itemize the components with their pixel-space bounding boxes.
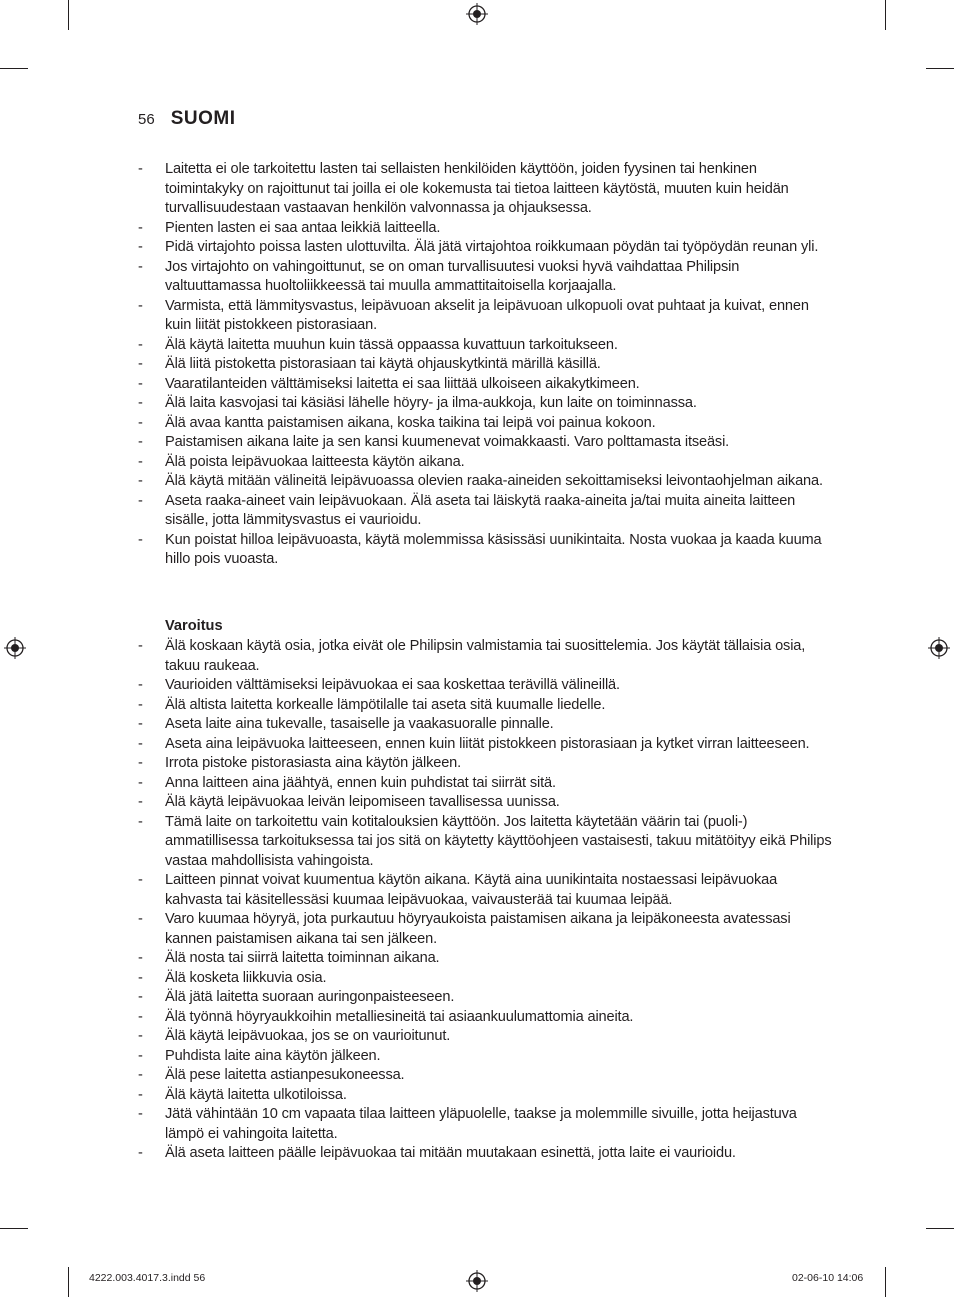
- list-item-text: Puhdista laite aina käytön jälkeen.: [165, 1047, 381, 1064]
- list-item: [138, 910, 838, 949]
- bullet-dash: -: [138, 219, 143, 236]
- list-item: [138, 238, 838, 258]
- list-item: [138, 297, 838, 336]
- bullet-dash: -: [138, 531, 143, 548]
- footer-file-info: 4222.003.4017.3.indd 56: [89, 1272, 206, 1284]
- list-item-text: Pidä virtajohto poissa lasten ulottuvilta. Älä jätä virtajohtoa roikkumaan pöydän tai työpöydän reunan yli.: [165, 239, 819, 255]
- list-item: [138, 1047, 838, 1067]
- bullet-dash: -: [138, 1106, 143, 1122]
- list-item: [138, 1144, 838, 1164]
- bullet-dash: -: [138, 473, 143, 489]
- bullet-dash: -: [138, 414, 143, 431]
- warning-heading: Varoitus: [165, 618, 223, 634]
- crop-mark: [885, 1267, 886, 1297]
- list-item-text: Varo kuumaa höyryä, jota purkautuu höyryaukoista paistamisen aikana ja leipäkoneesta avatessasi kannen paistamisen aikana tai sen jälkeen.: [165, 911, 791, 947]
- list-item-text: Älä käytä mitään välineitä leipävuoassa olevien raaka-aineiden sekoittamiseksi leivontaohjelman aikana.: [165, 473, 823, 489]
- bullet-dash: -: [138, 911, 143, 927]
- bullet-dash: -: [138, 1086, 143, 1103]
- list-item-text: Irrota pistoke pistorasiasta aina käytön jälkeen.: [165, 755, 462, 771]
- list-item-text: Aseta aina leipävuoka laitteeseen, ennen kuin liität pistokkeen pistorasiaan ja kytket virran laitteeseen.: [165, 735, 810, 752]
- bullet-dash: -: [138, 696, 143, 713]
- bullet-dash: -: [138, 258, 143, 275]
- bullet-dash: -: [138, 336, 143, 353]
- bullet-dash: -: [138, 677, 143, 693]
- list-item-text: Älä käytä leipävuokaa leivän leipomiseen tavallisessa uunissa.: [165, 794, 560, 810]
- list-item-text: Aseta raaka-aineet vain leipävuokaan. Älä aseta tai läiskytä raaka-aineita ja/tai muita aineita laitteen sisälle, jotta lämmitysvastus ei vaurioidu.: [165, 492, 796, 528]
- list-item: [138, 1066, 838, 1086]
- list-item: [138, 1027, 838, 1047]
- list-item-text: Vaurioiden välttämiseksi leipävuokaa ei saa koskettaa terävillä välineillä.: [165, 677, 620, 693]
- list-item-text: Älä liitä pistoketta pistorasiaan tai käytä ohjauskytkintä märillä käsillä.: [165, 356, 601, 372]
- registration-mark-icon: [4, 637, 26, 659]
- list-item-text: Laitetta ei ole tarkoitettu lasten tai sellaisten henkilöiden käyttöön, joiden fyysinen tai henkinen toimintakyky on rajoittunut tai joilla ei ole kokemusta tai tietoa laitteen käytöstä, muuten kuin heidän turvallisuudestaan vastaavan henkilön valvonnassa ja ohjauksessa.: [165, 161, 789, 216]
- list-item-text: Älä työnnä höyryaukkoihin metalliesineitä tai asiaankuulumattomia aineita.: [165, 1008, 634, 1025]
- list-item-text: Varmista, että lämmitysvastus, leipävuoan akselit ja leipävuoan ulkopuoli ovat puhtaat ja kuivat, ennen kuin liität pistokkeen pistorasiaan.: [165, 297, 809, 333]
- language-title: SUOMI: [170, 108, 236, 129]
- list-item-text: Kun poistat hilloa leipävuoasta, käytä molemmissa käsissäsi uunikintaita. Nosta vuokaa ja kaada kuuma hillo pois vuoasta.: [165, 531, 822, 567]
- bullet-dash: -: [138, 395, 143, 411]
- bullet-dash: -: [138, 297, 143, 314]
- list-item-text: Älä aseta laitteen päälle leipävuokaa tai mitään muutakaan esinettä, jotta laite ei vaurioidu.: [165, 1145, 736, 1161]
- list-item-text: Älä altista laitetta korkealle lämpötilalle tai aseta sitä kuumalle liedelle.: [165, 696, 606, 713]
- crop-mark: [926, 1228, 954, 1229]
- bullet-dash: -: [138, 755, 143, 771]
- crop-mark: [0, 1228, 28, 1229]
- list-item: [138, 472, 838, 492]
- bullet-dash: -: [138, 239, 143, 255]
- list-item: [138, 774, 838, 794]
- list-item-text: Anna laitteen aina jäähtyä, ennen kuin puhdistat tai siirrät sitä.: [165, 774, 556, 791]
- list-item: [138, 531, 838, 570]
- bullet-dash: -: [138, 492, 143, 509]
- list-item: [138, 258, 838, 297]
- list-item: [138, 871, 838, 910]
- crop-mark: [0, 68, 28, 69]
- list-item-text: Vaaratilanteiden välttämiseksi laitetta ei saa liittää ulkoiseen aikakytkimeen.: [165, 375, 640, 392]
- list-item-text: Älä pese laitetta astianpesukoneessa.: [165, 1067, 405, 1083]
- list-item-text: Jätä vähintään 10 cm vapaata tilaa laitteen yläpuolelle, taakse ja molemmille sivuille, jotta heijastuva lämpö ei vahingoita laitetta.: [165, 1106, 797, 1142]
- warning-list: [138, 637, 838, 1164]
- bullet-dash: -: [138, 969, 143, 986]
- list-item-text: Älä kosketa liikkuvia osia.: [165, 969, 327, 986]
- bullet-dash: -: [138, 813, 143, 830]
- list-item: [138, 637, 838, 676]
- registration-mark-icon: [928, 637, 950, 659]
- list-item: [138, 160, 838, 219]
- bullet-dash: -: [138, 989, 143, 1005]
- list-item: [138, 735, 838, 755]
- list-item: [138, 1086, 838, 1106]
- bullet-dash: -: [138, 1047, 143, 1064]
- crop-mark: [885, 0, 886, 30]
- bullet-dash: -: [138, 1028, 143, 1044]
- list-item-text: Älä koskaan käytä osia, jotka eivät ole Philipsin valmistamia tai suosittelemia. Jos käytät tällaisia osia, takuu raukeaa.: [165, 638, 806, 674]
- list-item-text: Älä poista leipävuokaa laitteesta käytön aikana.: [165, 453, 465, 470]
- bullet-dash: -: [138, 872, 143, 888]
- list-item: [138, 988, 838, 1008]
- list-item: [138, 715, 838, 735]
- list-item-text: Älä käytä laitetta ulkotiloissa.: [165, 1086, 347, 1103]
- safety-list: [138, 160, 838, 570]
- bullet-dash: -: [138, 1145, 143, 1161]
- list-item: [138, 813, 838, 872]
- bullet-dash: -: [138, 774, 143, 791]
- crop-mark: [68, 0, 69, 30]
- list-item-text: Paistamisen aikana laite ja sen kansi kuumenevat voimakkaasti. Varo polttamasta itseäsi.: [165, 434, 730, 450]
- bullet-dash: -: [138, 716, 143, 732]
- list-item-text: Laitteen pinnat voivat kuumentua käytön aikana. Käytä aina uunikintaita nostaessasi leipävuokaa kahvasta tai käsitellessäsi kuumaa leipävuokaa, vaivausterää tai kuumaa leipää.: [165, 872, 778, 908]
- bullet-dash: -: [138, 735, 143, 752]
- list-item-text: Älä avaa kantta paistamisen aikana, koska taikina tai leipä voi painua kokoon.: [165, 414, 656, 431]
- list-item: [138, 219, 838, 239]
- list-item: [138, 433, 838, 453]
- list-item-text: Aseta laite aina tukevalle, tasaiselle ja vaakasuoralle pinnalle.: [165, 716, 554, 732]
- bullet-dash: -: [138, 1008, 143, 1025]
- bullet-dash: -: [138, 161, 143, 177]
- bullet-dash: -: [138, 375, 143, 392]
- list-item-text: Älä käytä leipävuokaa, jos se on vaurioitunut.: [165, 1028, 451, 1044]
- list-item-text: Jos virtajohto on vahingoittunut, se on oman turvallisuutesi vuoksi hyvä vaihdattaa Philipsin valtuuttamassa huoltoliikkeessä tai muulla ammattitaitoisella korjaajalla.: [165, 258, 740, 294]
- bullet-dash: -: [138, 453, 143, 470]
- bullet-dash: -: [138, 794, 143, 810]
- list-item: [138, 969, 838, 989]
- list-item-text: Älä nosta tai siirrä laitetta toiminnan aikana.: [165, 950, 440, 966]
- bullet-dash: -: [138, 950, 143, 966]
- list-item-text: Älä jätä laitetta suoraan auringonpaisteeseen.: [165, 989, 455, 1005]
- crop-mark: [68, 1267, 69, 1297]
- list-item: [138, 1105, 838, 1144]
- list-item: [138, 414, 838, 434]
- list-item: [138, 375, 838, 395]
- list-item: [138, 1008, 838, 1028]
- bullet-dash: -: [138, 638, 143, 654]
- bullet-dash: -: [138, 356, 143, 372]
- list-item: [138, 394, 838, 414]
- list-item-text: Pienten lasten ei saa antaa leikkiä laitteella.: [165, 219, 441, 236]
- list-item: [138, 949, 838, 969]
- bullet-dash: -: [138, 1067, 143, 1083]
- registration-mark-icon: [466, 1270, 488, 1292]
- list-item-text: Älä käytä laitetta muuhun kuin tässä oppaassa kuvattuun tarkoitukseen.: [165, 336, 618, 353]
- bullet-dash: -: [138, 434, 143, 450]
- list-item-text: Älä laita kasvojasi tai käsiäsi lähelle höyry- ja ilma-aukkoja, kun laite on toiminnassa.: [165, 395, 697, 411]
- list-item: [138, 336, 838, 356]
- list-item: [138, 453, 838, 473]
- crop-mark: [926, 68, 954, 69]
- list-item: [138, 492, 838, 531]
- page-number: 56: [138, 111, 155, 128]
- list-item: [138, 754, 838, 774]
- list-item: [138, 676, 838, 696]
- list-item: [138, 355, 838, 375]
- page-header: [138, 108, 235, 130]
- list-item: [138, 696, 838, 716]
- registration-mark-icon: [466, 3, 488, 25]
- list-item: [138, 793, 838, 813]
- list-item-text: Tämä laite on tarkoitettu vain kotitalouksien käyttöön. Jos laitetta käytetään väärin tai (puoli-) ammatillisessa tarkoituksessa tai jos sitä on käytetty käyttöohjeen vastaisesti, takuu mitätöityy eikä Philips vastaa mahdollisista vahingoista.: [165, 813, 832, 869]
- footer-date-time: 02-06-10 14:06: [792, 1272, 864, 1284]
